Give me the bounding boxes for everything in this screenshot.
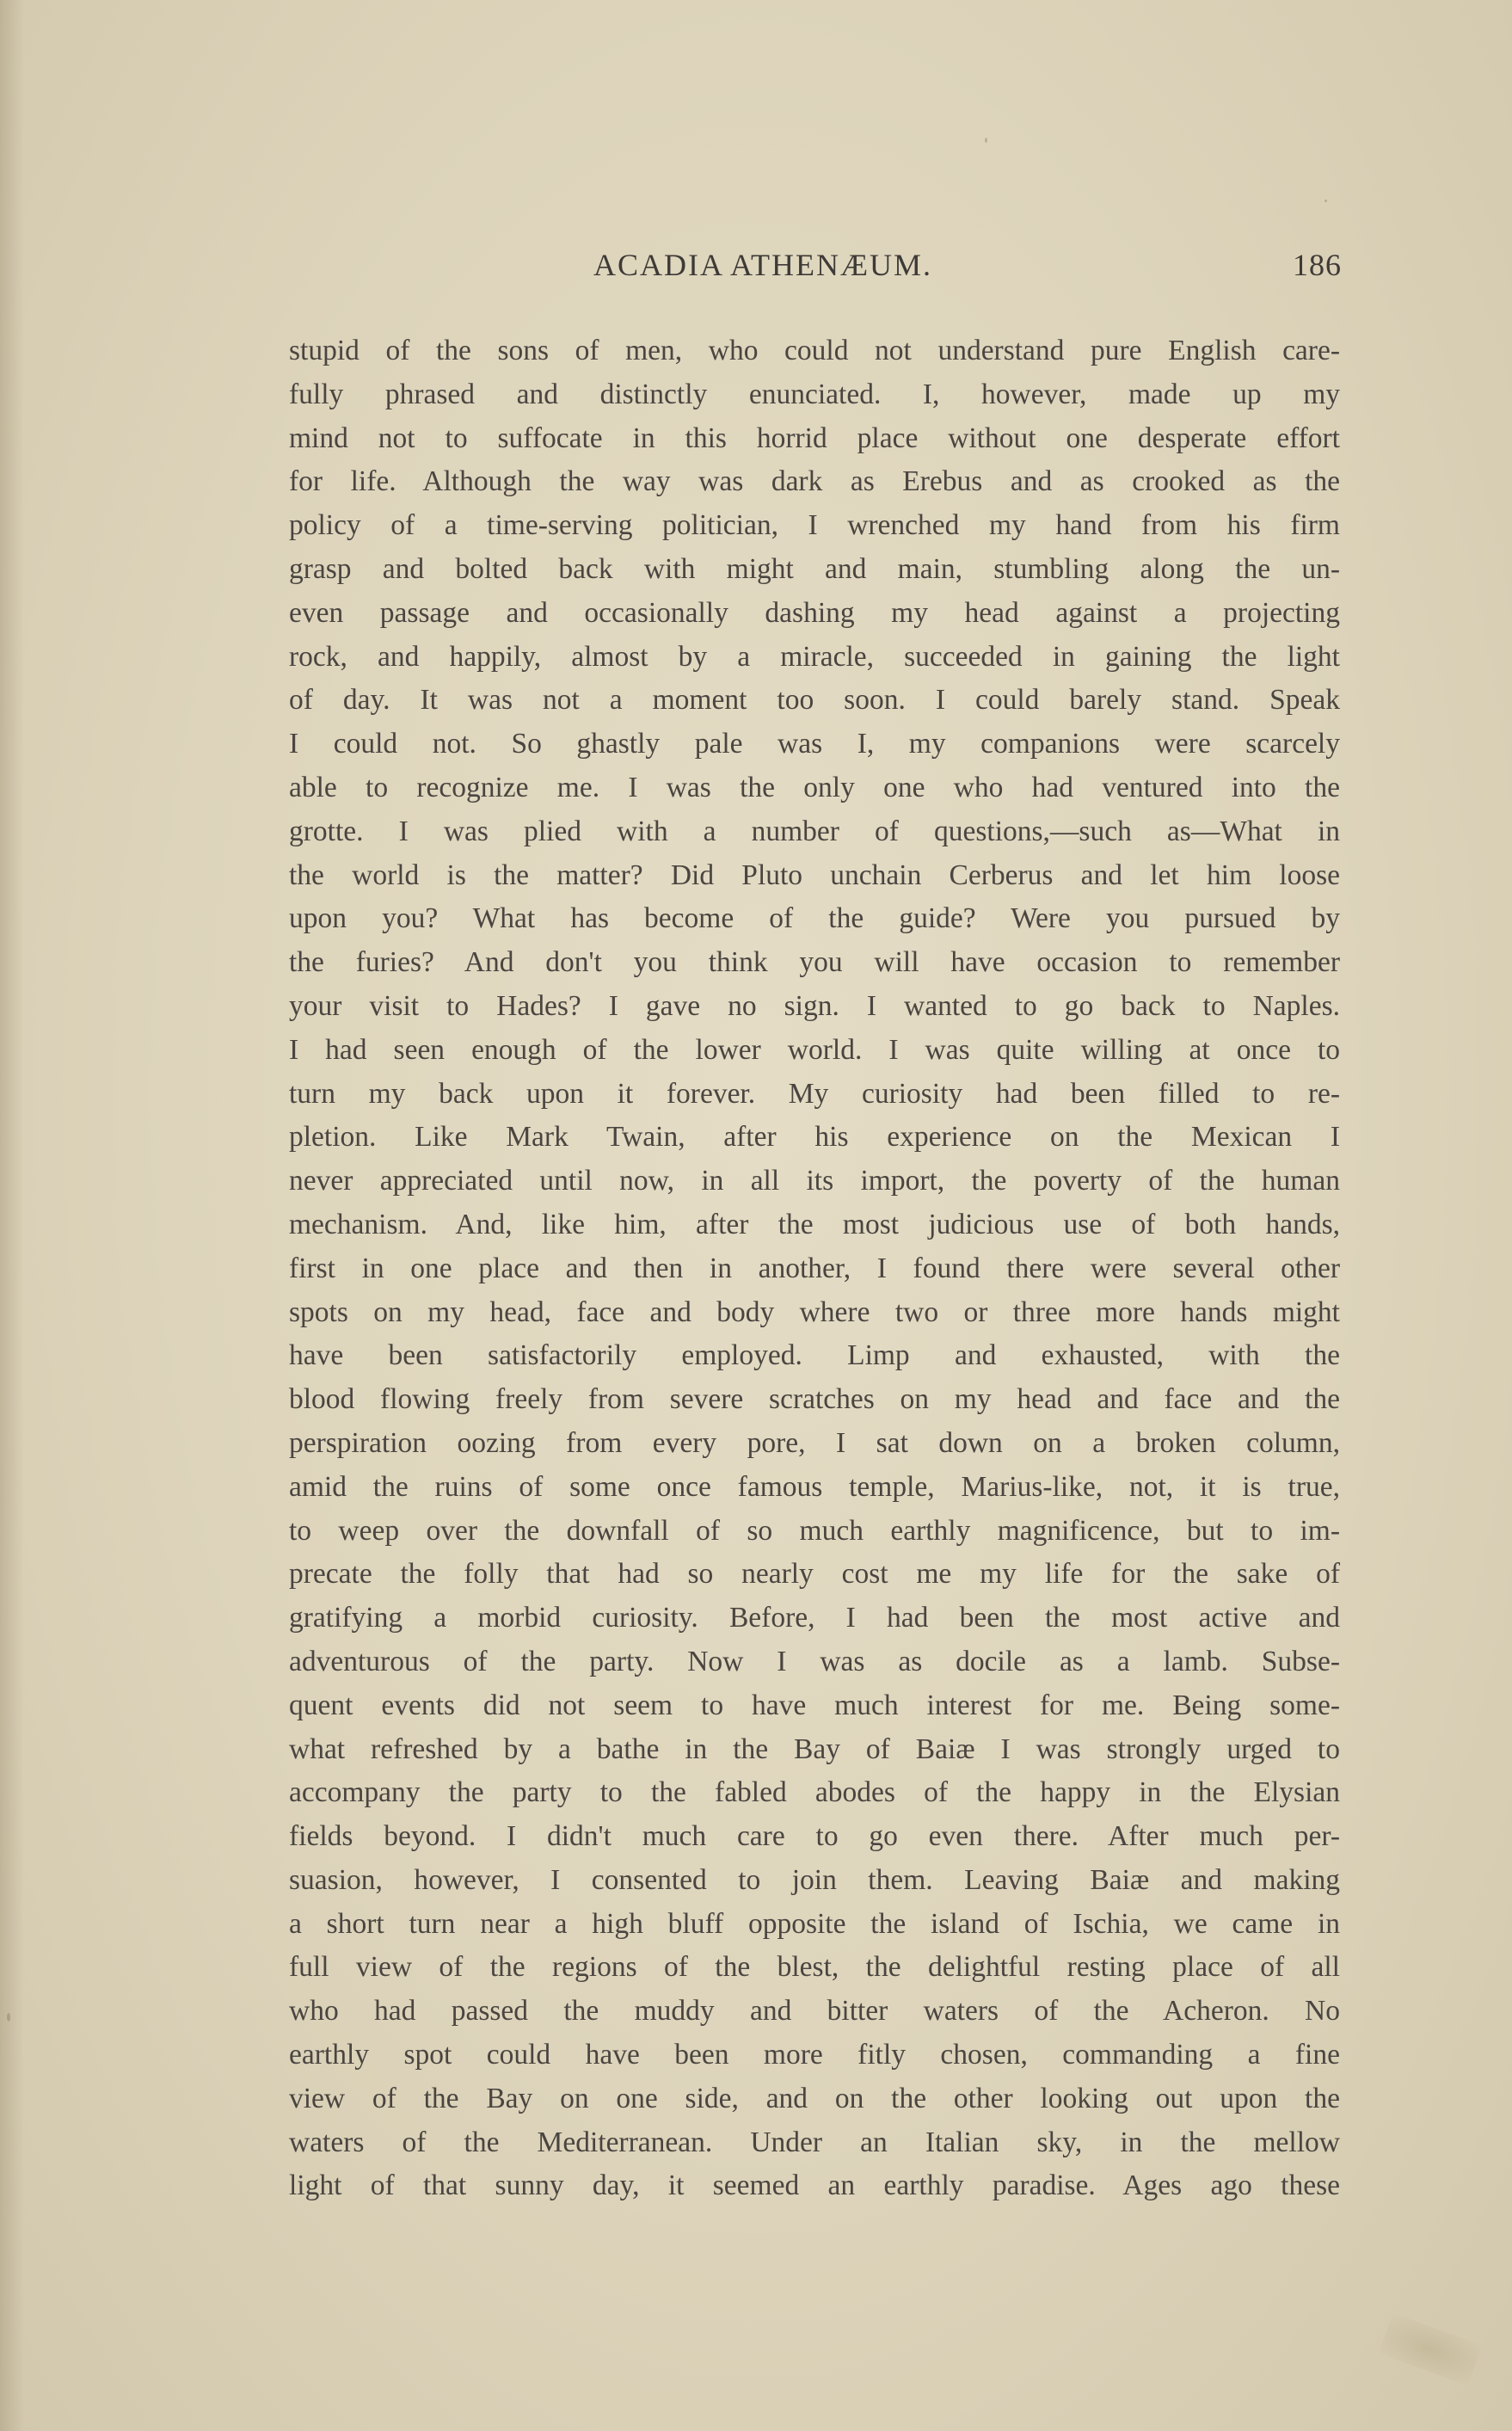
text-line: light of that sunny day, it seemed an earthly paradise. Ages ago these — [289, 2169, 1340, 2202]
page-number: 186 — [1293, 248, 1342, 282]
paper-speck — [7, 2013, 10, 2022]
text-line: who had passed the muddy and bitter waters of the Acheron. No — [289, 1995, 1340, 2028]
text-line: for life. Although the way was dark as Erebus and as crooked as the — [289, 465, 1340, 498]
text-line: waters of the Mediterranean. Under an Italian sky, in the mellow — [289, 2126, 1340, 2158]
text-line: of day. It was not a moment too soon. I could barely stand. Speak — [289, 684, 1340, 717]
text-line: precate the folly that had so nearly cost me my life for the sake of — [289, 1558, 1340, 1591]
text-line: perspiration oozing from every pore, I sat down on a broken column, — [289, 1426, 1340, 1459]
text-line: able to recognize me. I was the only one who had ventured into the — [289, 771, 1340, 803]
text-line: pletion. Like Mark Twain, after his experience on the Mexican I — [289, 1121, 1340, 1154]
paper-speck — [1325, 200, 1327, 202]
paper-smudge — [1379, 2313, 1482, 2386]
text-line: fully phrased and distinctly enunciated. I, however, made up my — [289, 378, 1340, 410]
text-line: the world is the matter? Did Pluto unchain Cerberus and let him loose — [289, 859, 1340, 891]
text-line: to weep over the downfall of so much earthly magnificence, but to im- — [289, 1514, 1340, 1547]
paper-speck — [985, 138, 987, 143]
text-line: earthly spot could have been more fitly chosen, commanding a fine — [289, 2039, 1340, 2071]
text-line: full view of the regions of the blest, the delightful resting place of all — [289, 1951, 1340, 1984]
text-line: accompany the party to the fabled abodes of the happy in the Elysian — [289, 1776, 1340, 1809]
journal-title: ACADIA ATHENÆUM. — [593, 248, 933, 282]
text-line: mind not to suffocate in this horrid place without one desperate effort — [289, 422, 1340, 454]
text-line: view of the Bay on one side, and on the other looking out upon the — [289, 2082, 1340, 2114]
text-line: even passage and occasionally dashing my head against a projecting — [289, 596, 1340, 629]
binding-shadow — [0, 0, 24, 2431]
text-line: stupid of the sons of men, who could not understand pure English care- — [289, 335, 1340, 366]
running-head — [284, 247, 1342, 290]
text-line: policy of a time-serving politician, I wrenched my hand from his firm — [289, 509, 1340, 542]
text-line: suasion, however, I consented to join them. Leaving Baiæ and making — [289, 1863, 1340, 1896]
text-line: blood flowing freely from severe scratches on my head and face and the — [289, 1383, 1340, 1416]
text-line: never appreciated until now, in all its import, the poverty of the human — [289, 1165, 1340, 1197]
text-line: grotte. I was plied with a number of questions,—such as—What in — [289, 815, 1340, 847]
text-line: gratifying a morbid curiosity. Before, I had been the most active and — [289, 1602, 1340, 1634]
text-line: upon you? What has become of the guide? Were you pursued by — [289, 902, 1340, 935]
text-line: first in one place and then in another, I found there were several other — [289, 1252, 1340, 1284]
text-line: quent events did not seem to have much interest for me. Being some- — [289, 1689, 1340, 1721]
text-line: a short turn near a high bluff opposite the island of Ischia, we came in — [289, 1907, 1340, 1940]
text-line: mechanism. And, like him, after the most judicious use of both hands, — [289, 1208, 1340, 1240]
text-line: I could not. So ghastly pale was I, my companions were scarcely — [289, 728, 1340, 760]
text-line: your visit to Hades? I gave no sign. I wanted to go back to Naples. — [289, 989, 1340, 1022]
text-line: the furies? And don't you think you will have occasion to remember — [289, 946, 1340, 979]
text-line: adventurous of the party. Now I was as docile as a lamb. Subse- — [289, 1645, 1340, 1677]
text-line: what refreshed by a bathe in the Bay of Baiæ I was strongly urged to — [289, 1732, 1340, 1765]
text-line: turn my back upon it forever. My curiosity had been filled to re- — [289, 1077, 1340, 1110]
text-line: I had seen enough of the lower world. I was quite willing at once to — [289, 1033, 1340, 1066]
text-line: rock, and happily, almost by a miracle, succeeded in gaining the light — [289, 640, 1340, 673]
text-line: fields beyond. I didn't much care to go even there. After much per- — [289, 1820, 1340, 1853]
text-line: amid the ruins of some once famous temple, Marius-like, not, it is true, — [289, 1470, 1340, 1503]
body-text — [289, 329, 1340, 2208]
text-line: spots on my head, face and body where two or three more hands might — [289, 1296, 1340, 1328]
text-line: grasp and bolted back with might and main, stumbling along the un- — [289, 552, 1340, 585]
text-line: have been satisfactorily employed. Limp and exhausted, with the — [289, 1339, 1340, 1372]
